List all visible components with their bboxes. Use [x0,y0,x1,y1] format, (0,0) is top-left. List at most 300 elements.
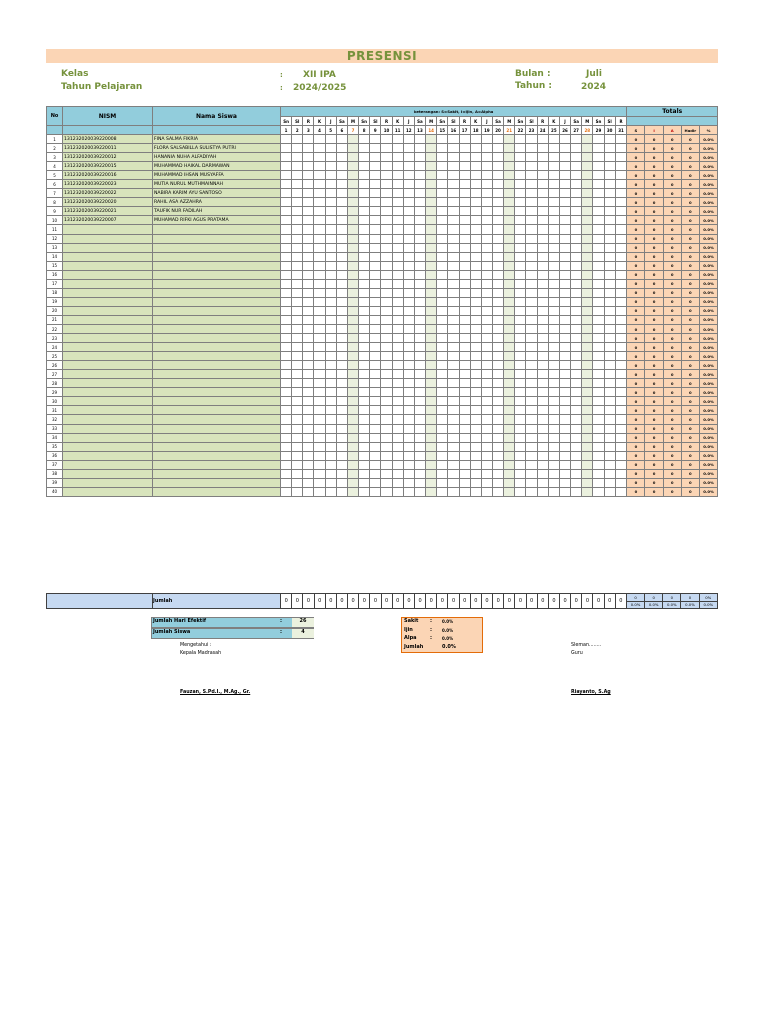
attendance-cell[interactable] [347,225,358,234]
attendance-cell[interactable] [403,334,414,343]
attendance-cell[interactable] [559,343,570,352]
attendance-cell[interactable] [470,189,481,198]
attendance-cell[interactable] [492,370,503,379]
attendance-cell[interactable] [392,198,403,207]
attendance-cell[interactable] [336,478,347,487]
attendance-cell[interactable] [392,234,403,243]
attendance-cell[interactable] [426,379,437,388]
attendance-cell[interactable] [504,180,515,189]
attendance-cell[interactable] [437,162,448,171]
attendance-cell[interactable] [381,334,392,343]
attendance-cell[interactable] [303,180,314,189]
attendance-cell[interactable] [459,324,470,333]
attendance-cell[interactable] [426,261,437,270]
attendance-cell[interactable] [437,171,448,180]
attendance-cell[interactable] [582,442,593,451]
attendance-cell[interactable] [347,324,358,333]
attendance-cell[interactable] [481,334,492,343]
attendance-cell[interactable] [292,352,303,361]
attendance-cell[interactable] [515,388,526,397]
attendance-cell[interactable] [347,343,358,352]
attendance-cell[interactable] [571,216,582,225]
attendance-cell[interactable] [504,270,515,279]
attendance-cell[interactable] [370,469,381,478]
attendance-cell[interactable] [504,406,515,415]
attendance-cell[interactable] [470,478,481,487]
attendance-cell[interactable] [281,243,292,252]
attendance-cell[interactable] [593,397,604,406]
attendance-cell[interactable] [426,451,437,460]
attendance-cell[interactable] [325,415,336,424]
attendance-cell[interactable] [403,252,414,261]
attendance-cell[interactable] [559,216,570,225]
attendance-cell[interactable] [392,288,403,297]
attendance-cell[interactable] [459,415,470,424]
attendance-cell[interactable] [593,252,604,261]
attendance-cell[interactable] [481,216,492,225]
attendance-cell[interactable] [314,397,325,406]
attendance-cell[interactable] [448,225,459,234]
attendance-cell[interactable] [314,388,325,397]
attendance-cell[interactable] [392,297,403,306]
attendance-cell[interactable] [537,352,548,361]
attendance-cell[interactable] [370,334,381,343]
attendance-cell[interactable] [515,370,526,379]
attendance-cell[interactable] [559,352,570,361]
attendance-cell[interactable] [593,189,604,198]
attendance-cell[interactable] [314,216,325,225]
attendance-cell[interactable] [571,460,582,469]
attendance-cell[interactable] [481,397,492,406]
attendance-cell[interactable] [459,288,470,297]
attendance-cell[interactable] [593,288,604,297]
attendance-cell[interactable] [470,180,481,189]
attendance-cell[interactable] [559,324,570,333]
attendance-cell[interactable] [559,198,570,207]
attendance-cell[interactable] [504,315,515,324]
attendance-cell[interactable] [481,189,492,198]
attendance-cell[interactable] [370,180,381,189]
attendance-cell[interactable] [281,478,292,487]
attendance-cell[interactable] [414,297,425,306]
attendance-cell[interactable] [370,207,381,216]
attendance-cell[interactable] [359,135,370,144]
attendance-cell[interactable] [604,415,615,424]
attendance-cell[interactable] [381,288,392,297]
attendance-cell[interactable] [414,198,425,207]
attendance-cell[interactable] [481,243,492,252]
attendance-cell[interactable] [492,487,503,496]
attendance-cell[interactable] [303,207,314,216]
attendance-cell[interactable] [526,234,537,243]
attendance-cell[interactable] [426,406,437,415]
attendance-cell[interactable] [403,198,414,207]
attendance-cell[interactable] [481,469,492,478]
attendance-cell[interactable] [381,343,392,352]
attendance-cell[interactable] [381,370,392,379]
attendance-cell[interactable] [548,162,559,171]
attendance-cell[interactable] [537,370,548,379]
attendance-cell[interactable] [515,324,526,333]
attendance-cell[interactable] [392,433,403,442]
attendance-cell[interactable] [381,207,392,216]
attendance-cell[interactable] [392,306,403,315]
attendance-cell[interactable] [492,198,503,207]
attendance-cell[interactable] [481,261,492,270]
attendance-cell[interactable] [314,343,325,352]
attendance-cell[interactable] [403,180,414,189]
attendance-cell[interactable] [481,487,492,496]
attendance-cell[interactable] [582,451,593,460]
attendance-cell[interactable] [615,207,627,216]
attendance-cell[interactable] [548,189,559,198]
attendance-cell[interactable] [392,451,403,460]
attendance-cell[interactable] [481,433,492,442]
attendance-cell[interactable] [325,388,336,397]
attendance-cell[interactable] [448,207,459,216]
attendance-cell[interactable] [370,415,381,424]
attendance-cell[interactable] [347,397,358,406]
attendance-cell[interactable] [336,451,347,460]
attendance-cell[interactable] [548,451,559,460]
attendance-cell[interactable] [559,189,570,198]
attendance-cell[interactable] [347,370,358,379]
attendance-cell[interactable] [392,460,403,469]
attendance-cell[interactable] [359,189,370,198]
attendance-cell[interactable] [314,234,325,243]
attendance-cell[interactable] [359,198,370,207]
attendance-cell[interactable] [437,315,448,324]
attendance-cell[interactable] [437,433,448,442]
attendance-cell[interactable] [448,144,459,153]
attendance-cell[interactable] [593,171,604,180]
attendance-cell[interactable] [370,171,381,180]
attendance-cell[interactable] [548,270,559,279]
attendance-cell[interactable] [292,234,303,243]
attendance-cell[interactable] [604,153,615,162]
attendance-cell[interactable] [448,171,459,180]
attendance-cell[interactable] [582,370,593,379]
attendance-cell[interactable] [582,198,593,207]
attendance-cell[interactable] [314,144,325,153]
attendance-cell[interactable] [281,162,292,171]
attendance-cell[interactable] [559,234,570,243]
attendance-cell[interactable] [571,469,582,478]
attendance-cell[interactable] [281,469,292,478]
attendance-cell[interactable] [559,406,570,415]
attendance-cell[interactable] [281,297,292,306]
attendance-cell[interactable] [347,216,358,225]
attendance-cell[interactable] [381,144,392,153]
attendance-cell[interactable] [325,424,336,433]
attendance-cell[interactable] [571,252,582,261]
attendance-cell[interactable] [492,478,503,487]
attendance-cell[interactable] [403,315,414,324]
attendance-cell[interactable] [448,442,459,451]
attendance-cell[interactable] [492,180,503,189]
attendance-cell[interactable] [448,433,459,442]
attendance-cell[interactable] [381,424,392,433]
attendance-cell[interactable] [426,415,437,424]
attendance-cell[interactable] [292,153,303,162]
attendance-cell[interactable] [414,334,425,343]
attendance-cell[interactable] [347,189,358,198]
attendance-cell[interactable] [604,198,615,207]
attendance-cell[interactable] [414,180,425,189]
attendance-cell[interactable] [537,279,548,288]
attendance-cell[interactable] [303,252,314,261]
attendance-cell[interactable] [615,433,627,442]
attendance-cell[interactable] [359,162,370,171]
attendance-cell[interactable] [403,469,414,478]
attendance-cell[interactable] [325,487,336,496]
attendance-cell[interactable] [559,261,570,270]
attendance-cell[interactable] [381,469,392,478]
attendance-cell[interactable] [492,379,503,388]
attendance-cell[interactable] [615,198,627,207]
attendance-cell[interactable] [515,406,526,415]
attendance-cell[interactable] [381,225,392,234]
attendance-cell[interactable] [492,324,503,333]
attendance-cell[interactable] [403,207,414,216]
attendance-cell[interactable] [537,162,548,171]
attendance-cell[interactable] [515,216,526,225]
attendance-cell[interactable] [414,406,425,415]
attendance-cell[interactable] [548,297,559,306]
attendance-cell[interactable] [414,243,425,252]
attendance-cell[interactable] [481,352,492,361]
attendance-cell[interactable] [437,451,448,460]
attendance-cell[interactable] [303,370,314,379]
attendance-cell[interactable] [347,162,358,171]
attendance-cell[interactable] [548,324,559,333]
attendance-cell[interactable] [537,334,548,343]
attendance-cell[interactable] [392,189,403,198]
attendance-cell[interactable] [370,487,381,496]
attendance-cell[interactable] [459,352,470,361]
attendance-cell[interactable] [604,216,615,225]
attendance-cell[interactable] [515,279,526,288]
attendance-cell[interactable] [604,478,615,487]
attendance-cell[interactable] [403,433,414,442]
attendance-cell[interactable] [504,361,515,370]
attendance-cell[interactable] [347,279,358,288]
attendance-cell[interactable] [303,352,314,361]
attendance-cell[interactable] [370,406,381,415]
attendance-cell[interactable] [593,162,604,171]
attendance-cell[interactable] [604,334,615,343]
attendance-cell[interactable] [426,297,437,306]
attendance-cell[interactable] [615,225,627,234]
attendance-cell[interactable] [593,306,604,315]
attendance-cell[interactable] [548,279,559,288]
attendance-cell[interactable] [314,442,325,451]
attendance-cell[interactable] [370,460,381,469]
attendance-cell[interactable] [481,198,492,207]
attendance-cell[interactable] [325,207,336,216]
attendance-cell[interactable] [481,306,492,315]
attendance-cell[interactable] [347,207,358,216]
attendance-cell[interactable] [336,469,347,478]
attendance-cell[interactable] [336,324,347,333]
attendance-cell[interactable] [459,361,470,370]
attendance-cell[interactable] [281,153,292,162]
attendance-cell[interactable] [593,343,604,352]
attendance-cell[interactable] [292,415,303,424]
attendance-cell[interactable] [336,415,347,424]
attendance-cell[interactable] [548,261,559,270]
attendance-cell[interactable] [437,297,448,306]
attendance-cell[interactable] [359,433,370,442]
attendance-cell[interactable] [426,352,437,361]
attendance-cell[interactable] [492,252,503,261]
attendance-cell[interactable] [314,415,325,424]
attendance-cell[interactable] [448,460,459,469]
attendance-cell[interactable] [470,487,481,496]
attendance-cell[interactable] [459,406,470,415]
attendance-cell[interactable] [359,406,370,415]
attendance-cell[interactable] [492,171,503,180]
attendance-cell[interactable] [559,162,570,171]
attendance-cell[interactable] [336,135,347,144]
attendance-cell[interactable] [481,225,492,234]
attendance-cell[interactable] [593,225,604,234]
attendance-cell[interactable] [336,487,347,496]
attendance-cell[interactable] [336,279,347,288]
attendance-cell[interactable] [325,397,336,406]
attendance-cell[interactable] [459,315,470,324]
attendance-cell[interactable] [303,279,314,288]
attendance-cell[interactable] [615,424,627,433]
attendance-cell[interactable] [359,361,370,370]
attendance-cell[interactable] [292,180,303,189]
attendance-cell[interactable] [448,487,459,496]
attendance-cell[interactable] [414,252,425,261]
attendance-cell[interactable] [582,324,593,333]
attendance-cell[interactable] [481,279,492,288]
attendance-cell[interactable] [414,460,425,469]
attendance-cell[interactable] [615,451,627,460]
attendance-cell[interactable] [381,252,392,261]
attendance-cell[interactable] [426,469,437,478]
attendance-cell[interactable] [359,397,370,406]
attendance-cell[interactable] [604,297,615,306]
attendance-cell[interactable] [437,306,448,315]
attendance-cell[interactable] [615,370,627,379]
attendance-cell[interactable] [347,171,358,180]
attendance-cell[interactable] [314,379,325,388]
attendance-cell[interactable] [559,433,570,442]
attendance-cell[interactable] [281,225,292,234]
attendance-cell[interactable] [582,469,593,478]
attendance-cell[interactable] [604,370,615,379]
attendance-cell[interactable] [548,225,559,234]
attendance-cell[interactable] [292,361,303,370]
attendance-cell[interactable] [504,243,515,252]
attendance-cell[interactable] [582,162,593,171]
attendance-cell[interactable] [359,243,370,252]
attendance-cell[interactable] [347,460,358,469]
attendance-cell[interactable] [347,334,358,343]
attendance-cell[interactable] [347,433,358,442]
attendance-cell[interactable] [347,261,358,270]
attendance-cell[interactable] [403,361,414,370]
attendance-cell[interactable] [448,180,459,189]
attendance-cell[interactable] [381,171,392,180]
attendance-cell[interactable] [459,478,470,487]
attendance-cell[interactable] [314,315,325,324]
attendance-cell[interactable] [381,315,392,324]
attendance-cell[interactable] [292,288,303,297]
attendance-cell[interactable] [571,424,582,433]
attendance-cell[interactable] [303,144,314,153]
attendance-cell[interactable] [370,478,381,487]
attendance-cell[interactable] [403,478,414,487]
attendance-cell[interactable] [359,234,370,243]
attendance-cell[interactable] [426,252,437,261]
attendance-cell[interactable] [325,324,336,333]
attendance-cell[interactable] [470,361,481,370]
attendance-cell[interactable] [403,442,414,451]
attendance-cell[interactable] [359,306,370,315]
attendance-cell[interactable] [537,379,548,388]
attendance-cell[interactable] [403,379,414,388]
attendance-cell[interactable] [426,487,437,496]
attendance-cell[interactable] [481,370,492,379]
attendance-cell[interactable] [292,343,303,352]
attendance-cell[interactable] [515,306,526,315]
attendance-cell[interactable] [537,415,548,424]
attendance-cell[interactable] [537,315,548,324]
attendance-cell[interactable] [347,270,358,279]
attendance-cell[interactable] [559,306,570,315]
attendance-cell[interactable] [504,234,515,243]
attendance-cell[interactable] [571,144,582,153]
attendance-cell[interactable] [426,306,437,315]
attendance-cell[interactable] [314,252,325,261]
attendance-cell[interactable] [336,225,347,234]
attendance-cell[interactable] [548,216,559,225]
attendance-cell[interactable] [571,180,582,189]
attendance-cell[interactable] [281,379,292,388]
attendance-cell[interactable] [381,297,392,306]
attendance-cell[interactable] [593,487,604,496]
attendance-cell[interactable] [582,144,593,153]
attendance-cell[interactable] [325,189,336,198]
attendance-cell[interactable] [414,189,425,198]
attendance-cell[interactable] [492,469,503,478]
attendance-cell[interactable] [615,442,627,451]
attendance-cell[interactable] [526,243,537,252]
attendance-cell[interactable] [515,135,526,144]
attendance-cell[interactable] [414,478,425,487]
attendance-cell[interactable] [548,198,559,207]
attendance-cell[interactable] [414,162,425,171]
attendance-cell[interactable] [448,324,459,333]
attendance-cell[interactable] [392,180,403,189]
attendance-cell[interactable] [470,433,481,442]
attendance-cell[interactable] [325,144,336,153]
attendance-cell[interactable] [325,198,336,207]
attendance-cell[interactable] [492,442,503,451]
attendance-cell[interactable] [303,297,314,306]
attendance-cell[interactable] [314,451,325,460]
attendance-cell[interactable] [336,171,347,180]
attendance-cell[interactable] [370,315,381,324]
attendance-cell[interactable] [571,225,582,234]
attendance-cell[interactable] [359,216,370,225]
attendance-cell[interactable] [437,361,448,370]
